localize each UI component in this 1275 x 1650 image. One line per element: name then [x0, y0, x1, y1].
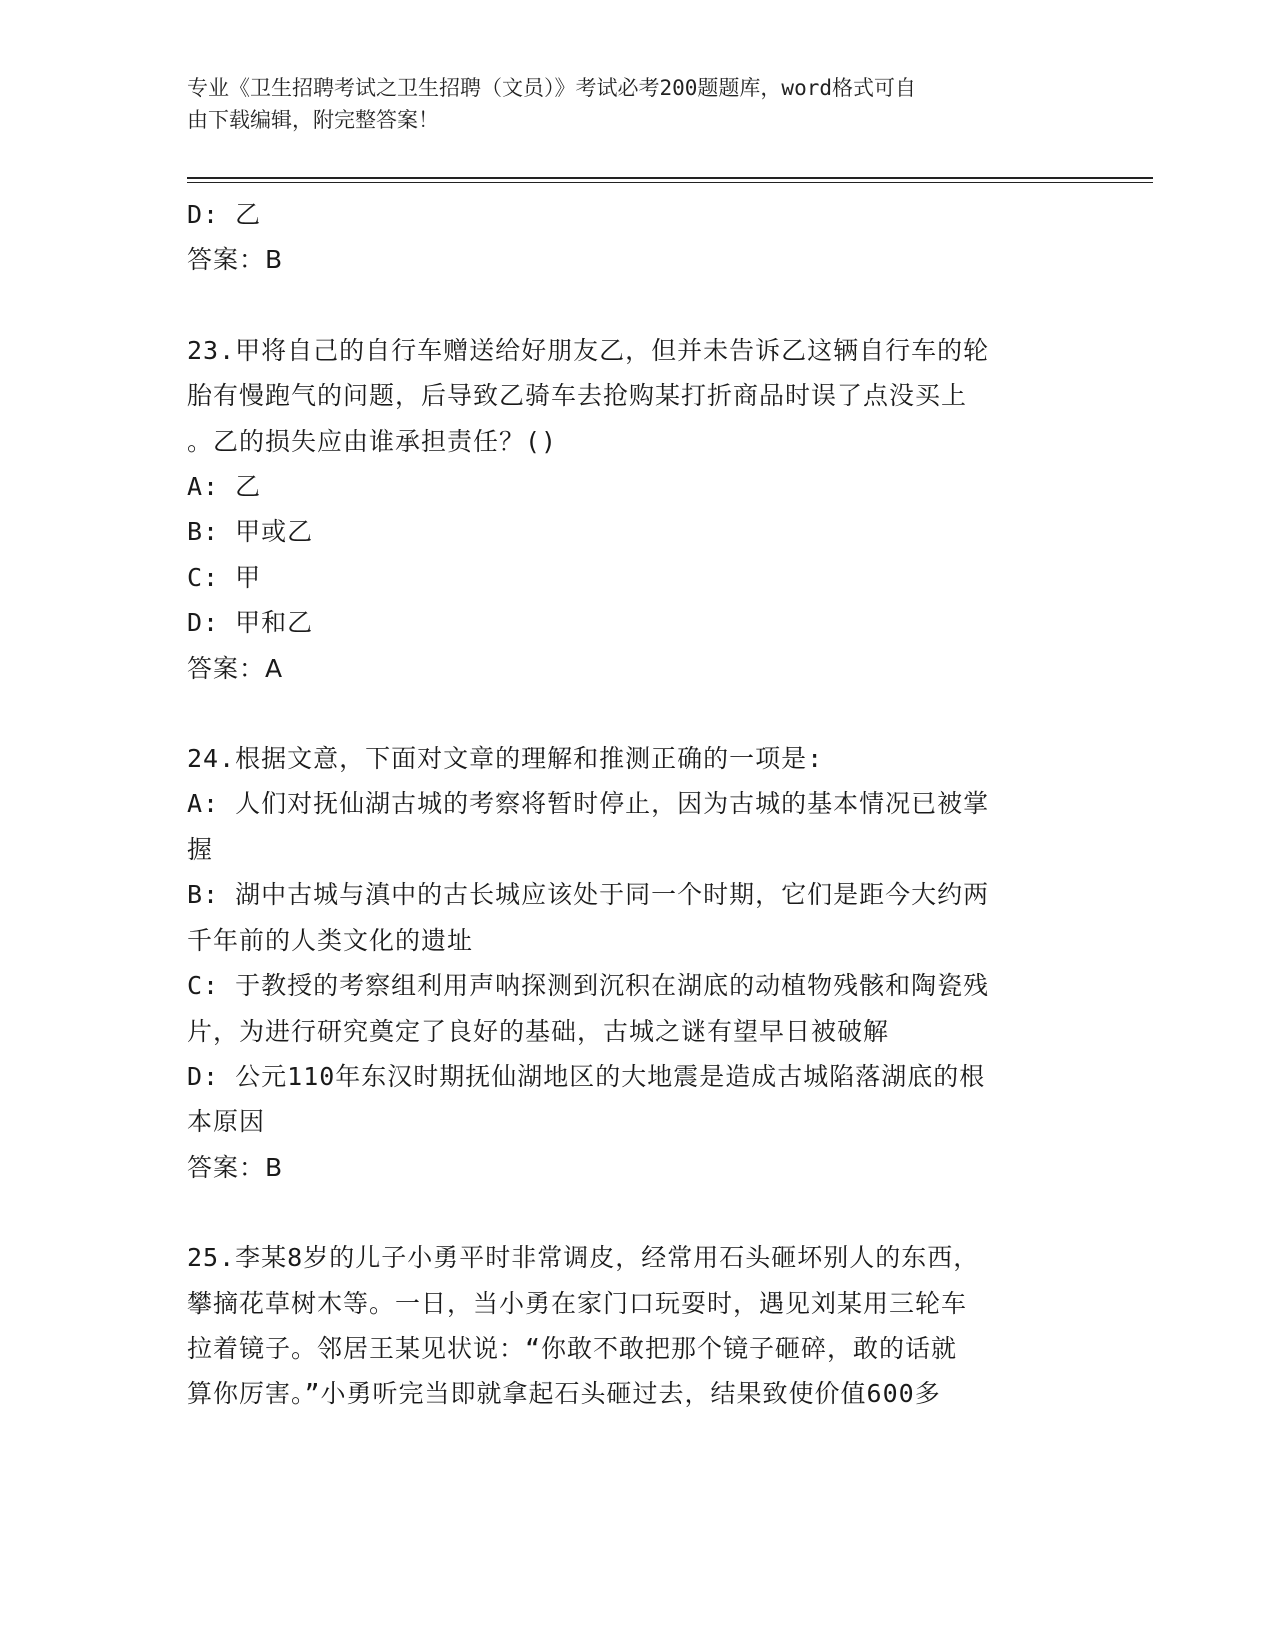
option-d: D: 乙	[187, 200, 262, 229]
question-25	[187, 1235, 1067, 1417]
document-header	[187, 72, 1067, 136]
header-line-2: 由下载编辑，附完整答案！	[187, 108, 439, 132]
header-divider-thin	[187, 182, 1153, 183]
question-text: 。乙的损失应由谁承担责任？()	[187, 426, 558, 456]
header-divider-thick	[187, 177, 1153, 179]
option-a: A: 人们对抚仙湖古城的考察将暂时停止，因为古城的基本情况已被掌	[187, 789, 990, 819]
spacer	[187, 283, 1067, 328]
header-line-1: 专业《卫生招聘考试之卫生招聘（文员）》考试必考200题题库，word格式可自	[187, 76, 916, 100]
answer-line: 答案：B	[187, 245, 284, 275]
answer-line: 答案：B	[187, 1152, 284, 1182]
question-text: 胎有慢跑气的问题，后导致乙骑车去抢购某打折商品时误了点没买上	[187, 381, 968, 411]
option-c-cont: 片，为进行研究奠定了良好的基础，古城之谜有望早日被破解	[187, 1016, 890, 1046]
question-text: 拉着镜子。邻居王某见状说：“你敢不敢把那个镜子砸碎，敢的话就	[187, 1333, 958, 1363]
question-text: 24.根据文意，下面对文章的理解和推测正确的一项是:	[187, 744, 824, 774]
question-text: 算你厉害。”小勇听完当即就拿起石头砸过去，结果致使价值600多	[187, 1379, 941, 1409]
option-b: B: 湖中古城与滇中的古长城应该处于同一个时期，它们是距今大约两	[187, 880, 990, 910]
spacer	[187, 691, 1067, 736]
option-b-cont: 千年前的人类文化的遗址	[187, 925, 474, 955]
option-a: A: 乙	[187, 472, 262, 502]
question-text: 25.李某8岁的儿子小勇平时非常调皮，经常用石头砸坏别人的东西，	[187, 1243, 980, 1273]
question-text: 攀摘花草树木等。一日，当小勇在家门口玩耍时，遇见刘某用三轮车	[187, 1288, 968, 1318]
answer-line: 答案：A	[187, 653, 284, 683]
document-body	[187, 192, 1067, 1417]
option-d-cont: 本原因	[187, 1107, 266, 1137]
spacer	[187, 1190, 1067, 1235]
option-c: C: 于教授的考察组利用声呐探测到沉积在湖底的动植物残骸和陶瓷残	[187, 971, 990, 1001]
question-text: 23.甲将自己的自行车赠送给好朋友乙，但并未告诉乙这辆自行车的轮	[187, 335, 990, 365]
question-23	[187, 328, 1067, 691]
option-d: D: 甲和乙	[187, 608, 314, 638]
question-24	[187, 736, 1067, 1190]
option-c: C: 甲	[187, 562, 262, 592]
option-b: B: 甲或乙	[187, 517, 314, 547]
option-d: D: 公元110年东汉时期抚仙湖地区的大地震是造成古城陷落湖底的根	[187, 1061, 986, 1091]
option-a-cont: 握	[187, 834, 214, 864]
